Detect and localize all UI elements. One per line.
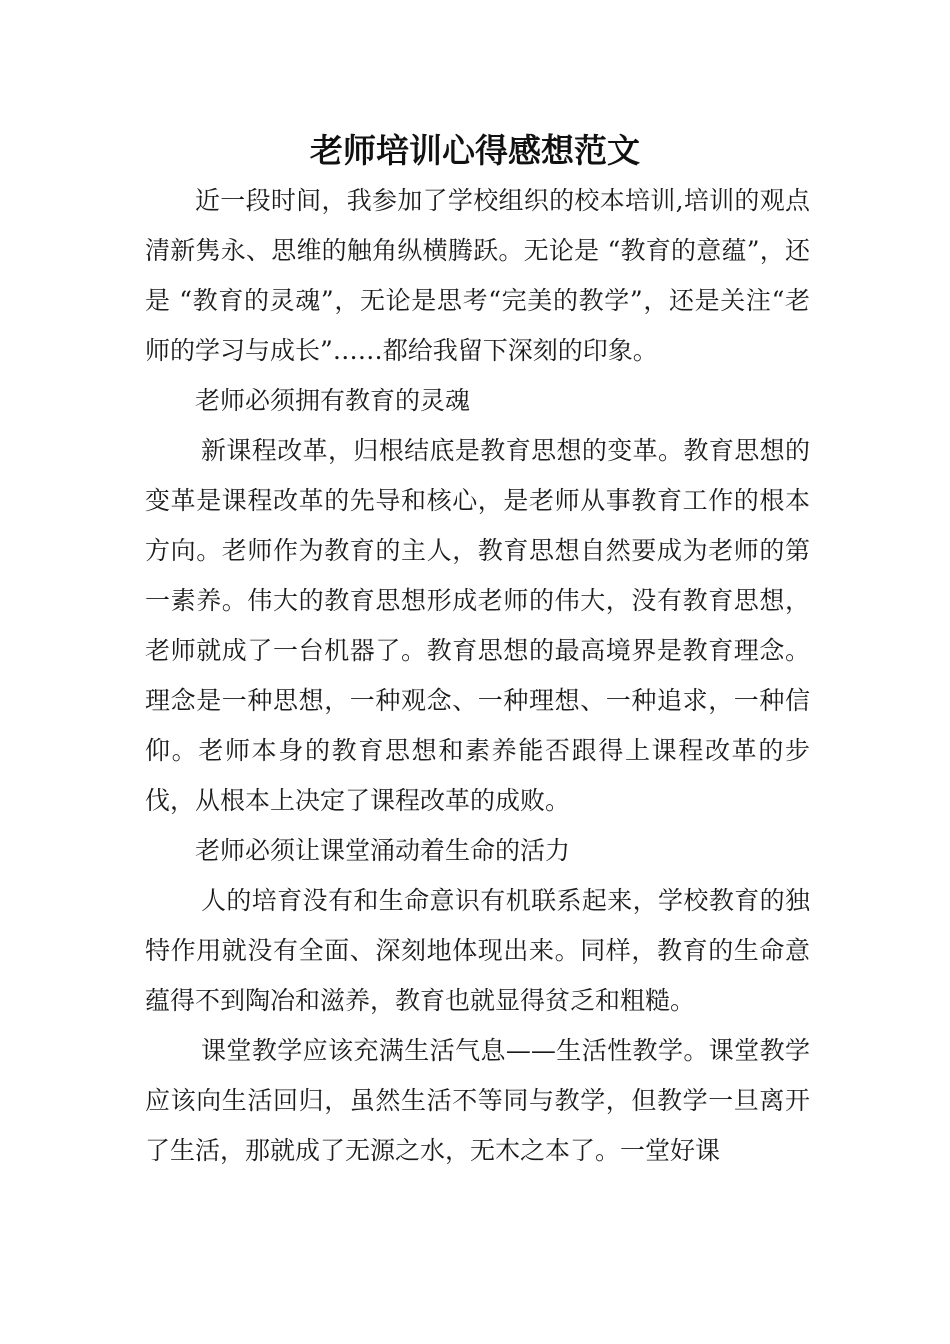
paragraph-curriculum-reform: 新课程改革，归根结底是教育思想的变革。教育思想的变革是课程改革的先导和核心，是老师从事教育工作的根本方向。老师作为教育的主人，教育思想自然要成为老师的第一素养。伟大的教育思想形成老师的伟大，没有教育思想，老师就成了一台机器了。教育思想的最高境界是教育理念。理念是一种思想，一种观念、一种理想、一种追求，一种信仰。老师本身的教育思想和素养能否跟得上课程改革的步伐，从根本上决定了课程改革的成败。 — [145, 436, 810, 815]
section-heading-vitality: 老师必须让课堂涌动着生命的活力 — [195, 836, 571, 865]
section-heading-soul: 老师必须拥有教育的灵魂 — [195, 386, 471, 415]
paragraph-life-teaching: 课堂教学应该充满生活气息——生活性教学。课堂教学应该向生活回归，虽然生活不等同与教学，但教学一旦离开了生活，那就成了无源之水，无木之本了。一堂好课 — [145, 1036, 810, 1165]
document-title: 老师培训心得感想范文 — [310, 131, 640, 170]
intro-paragraph: 近一段时间，我参加了学校组织的校本培训,培训的观点清新隽永、思维的触角纵横腾跃。无论是 “教育的意蕴”，还是 “教育的灵魂”，无论是思考“完美的教学”，还是关注“老师的学习与成长”……都给我留下深刻的印象。 — [145, 186, 810, 365]
document-body — [145, 176, 810, 1176]
paragraph-life-education: 人的培育没有和生命意识有机联系起来，学校教育的独特作用就没有全面、深刻地体现出来。同样，教育的生命意蕴得不到陶冶和滋养，教育也就显得贫乏和粗糙。 — [145, 886, 810, 1015]
